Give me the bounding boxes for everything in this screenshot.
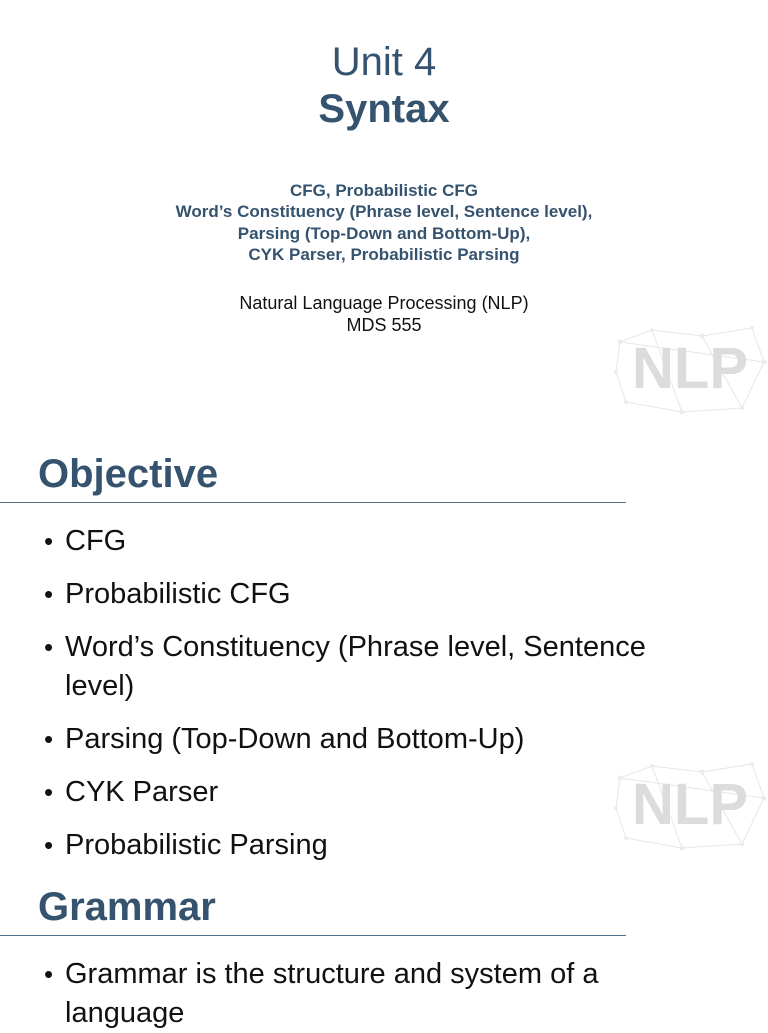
- unit-label: Unit 4: [331, 40, 437, 84]
- list-item: • Probabilistic CFG: [0, 575, 700, 614]
- objective-heading: Objective: [38, 452, 219, 496]
- list-item: • CYK Parser: [0, 773, 700, 812]
- nlp-logo-icon: [612, 758, 768, 852]
- list-item: • Word’s Constituency (Phrase level, Sentence level): [0, 628, 700, 706]
- topic-line: Parsing (Top-Down and Bottom-Up),: [237, 223, 531, 243]
- nlp-logo-icon: [612, 322, 768, 416]
- nlp-logo-text: NLP: [632, 336, 748, 401]
- list-item: • CFG: [0, 522, 700, 561]
- topics-block: [0, 180, 768, 265]
- course-code: MDS 555: [346, 315, 422, 335]
- topic-line: CFG, Probabilistic CFG: [290, 181, 478, 200]
- nlp-logo-graphic: [612, 758, 768, 852]
- list-item: • Grammar is the structure and system of a language: [0, 955, 700, 1033]
- topic-line: Word’s Constituency (Phrase level, Sentence level),: [175, 202, 593, 222]
- topic-line: CYK Parser, Probabilistic Parsing: [248, 244, 520, 264]
- slide-title: Syntax: [318, 87, 450, 131]
- list-item: • Parsing (Top-Down and Bottom-Up): [0, 720, 700, 759]
- nlp-logo-text: NLP: [632, 772, 748, 837]
- objective-list: [0, 522, 700, 879]
- grammar-list: [0, 955, 700, 1033]
- grammar-divider: [0, 935, 626, 936]
- objective-divider: [0, 502, 626, 503]
- nlp-logo-graphic: [612, 322, 768, 416]
- list-item: • Probabilistic Parsing: [0, 826, 700, 865]
- course-name: Natural Language Processing (NLP): [239, 293, 529, 313]
- grammar-heading: Grammar: [38, 885, 216, 929]
